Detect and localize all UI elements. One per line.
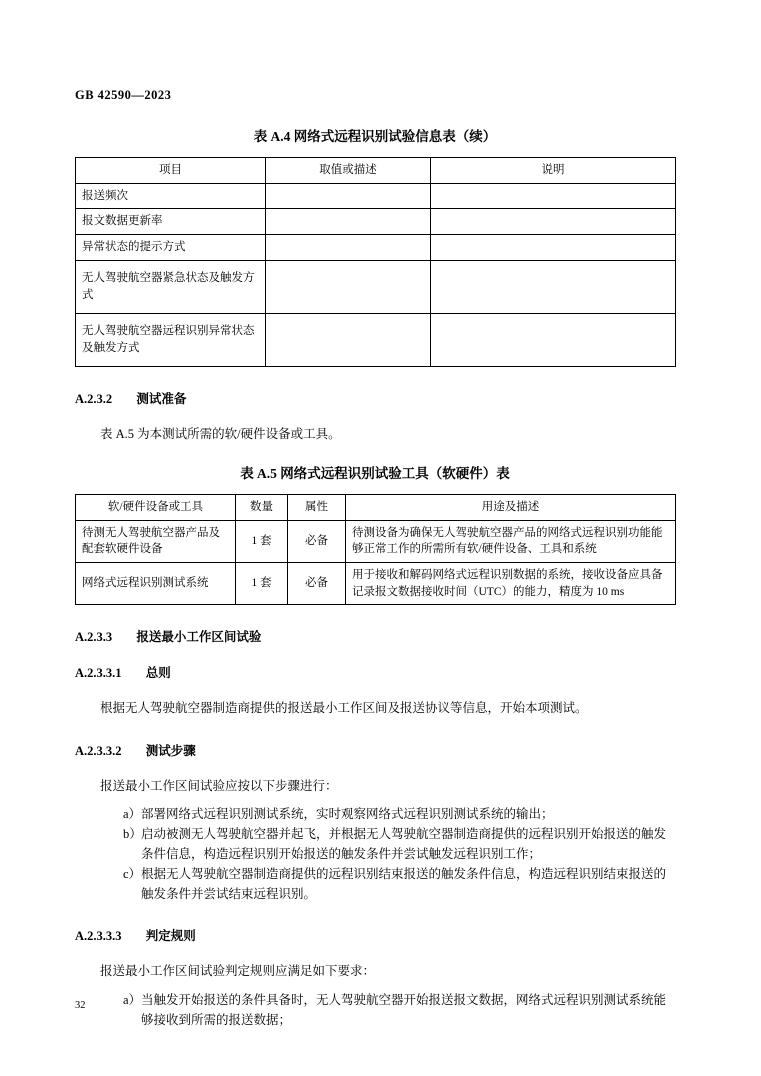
table-a4-caption: 表 A.4 网络式远程识别试验信息表（续） (253, 129, 497, 144)
section-number: A.2.3.3.2 (75, 743, 122, 758)
table-a4-cell-note (431, 313, 676, 366)
table-a4-cell-value (266, 183, 431, 209)
section-a23331-para: 根据无人驾驶航空器制造商提供的报送最小工作区间及报送协议等信息，开始本项测试。 (100, 701, 588, 716)
list-item-text: 启动被测无人驾驶航空器并起飞，并根据无人驾驶航空器制造商提供的远程识别开始报送的触发条件信息，构造远程识别开始报送的触发条件并尝试触发远程识别工作； (141, 827, 667, 862)
table-a4-header-cell: 说明 (431, 158, 676, 184)
section-number: A.2.3.2 (75, 391, 113, 406)
section-title: 测试准备 (136, 391, 187, 406)
list-marker: c） (123, 867, 142, 882)
list-item-text: 根据无人驾驶航空器制造商提供的远程识别结束报送的触发条件信息，构造远程识别结束报送的触发条件并尝试结束远程识别。 (141, 867, 667, 902)
table-a4-header-cell: 取值或描述 (266, 158, 431, 184)
section-title: 总则 (145, 666, 171, 681)
list-marker: a） (123, 807, 142, 822)
table-a4-cell-item: 异常状态的提示方式 (76, 235, 266, 261)
table-a5-cell-qty: 1 套 (236, 520, 288, 562)
section-a2332-intro: 表 A.5 为本测试所需的软/硬件设备或工具。 (100, 426, 341, 441)
list-item-text: 当触发开始报送的条件具备时，无人驾驶航空器开始报送报文数据，网络式远程识别测试系统能够接收到所需的报送数据； (141, 992, 667, 1027)
table-a5-cell-attr: 必备 (288, 563, 346, 605)
section-number: A.2.3.3.3 (75, 929, 122, 944)
list-item (103, 824, 675, 864)
table-row (76, 495, 676, 521)
table-a4-header-cell: 项目 (76, 158, 266, 184)
table-a5-cell-item: 待测无人驾驶航空器产品及配套软硬件设备 (76, 520, 236, 562)
table-a5-header-cell: 属性 (288, 495, 346, 521)
table-a5-cell-desc: 待测设备为确保无人驾驶航空器产品的网络式远程识别功能能够正常工作的所需所有软/硬件设备、工具和系统 (346, 520, 676, 562)
section-heading-a2333 (75, 627, 675, 645)
table-a5-header-cell: 软/硬件设备或工具 (76, 495, 236, 521)
table-a4-cell-note (431, 235, 676, 261)
table-a5-header-cell: 数量 (236, 495, 288, 521)
table-row (76, 313, 676, 366)
page-number: 32 (75, 1000, 86, 1011)
section-heading-a23333 (75, 926, 675, 944)
section-a23332-intro: 报送最小工作区间试验应按以下步骤进行： (100, 778, 338, 793)
table-a5-cell-desc: 用于接收和解码网络式远程识别数据的系统，接收设备应具备记录报文数据接收时间（UTC）的能力，精度为 10 ms (346, 563, 676, 605)
section-a23333-list (75, 990, 675, 1030)
list-item-text: 部署网络式远程识别测试系统，实时观察网络式远程识别测试系统的输出； (141, 807, 554, 822)
table-a5-cell-item: 网络式远程识别测试系统 (76, 563, 236, 605)
page-content (75, 0, 675, 1030)
table-a4-cell-note (431, 260, 676, 313)
table-a4-cell-item: 报送频次 (76, 183, 266, 209)
section-heading-a23332 (75, 741, 675, 759)
table-a4-cell-value (266, 313, 431, 366)
table-a5 (75, 494, 676, 605)
table-row (76, 260, 676, 313)
table-a4-cell-value (266, 235, 431, 261)
list-marker: a） (123, 992, 142, 1007)
section-title: 判定规则 (145, 929, 196, 944)
table-a4-cell-item: 无人驾驶航空器紧急状态及触发方式 (76, 260, 266, 313)
section-title: 报送最小工作区间试验 (136, 630, 262, 645)
list-item (103, 990, 675, 1030)
table-row (76, 183, 676, 209)
table-a5-cell-qty: 1 套 (236, 563, 288, 605)
table-row (76, 235, 676, 261)
table-a5-caption: 表 A.5 网络式远程识别试验工具（软硬件）表 (240, 466, 510, 482)
table-row (76, 209, 676, 235)
section-a23332-list (75, 804, 675, 904)
table-a4-cell-value (266, 209, 431, 235)
section-number: A.2.3.3 (75, 630, 113, 645)
table-a4-cell-note (431, 209, 676, 235)
table-a4-cell-item: 报文数据更新率 (76, 209, 266, 235)
list-item (103, 804, 675, 824)
table-a4-cell-value (266, 260, 431, 313)
section-heading-a2332 (75, 389, 675, 407)
table-row (76, 563, 676, 605)
table-a5-cell-attr: 必备 (288, 520, 346, 562)
list-item (103, 864, 675, 904)
section-a23333-intro: 报送最小工作区间试验判定规则应满足如下要求： (100, 964, 376, 979)
list-marker: b） (123, 827, 142, 842)
table-a4-cell-note (431, 183, 676, 209)
table-a4 (75, 157, 676, 367)
table-a5-header-cell: 用途及描述 (346, 495, 676, 521)
standard-number-header: GB 42590—2023 (75, 88, 172, 102)
section-title: 测试步骤 (145, 743, 196, 758)
section-heading-a23331 (75, 663, 675, 681)
table-row (76, 520, 676, 562)
section-number: A.2.3.3.1 (75, 666, 122, 681)
table-a4-cell-item: 无人驾驶航空器远程识别异常状态及触发方式 (76, 313, 266, 366)
table-row (76, 158, 676, 184)
